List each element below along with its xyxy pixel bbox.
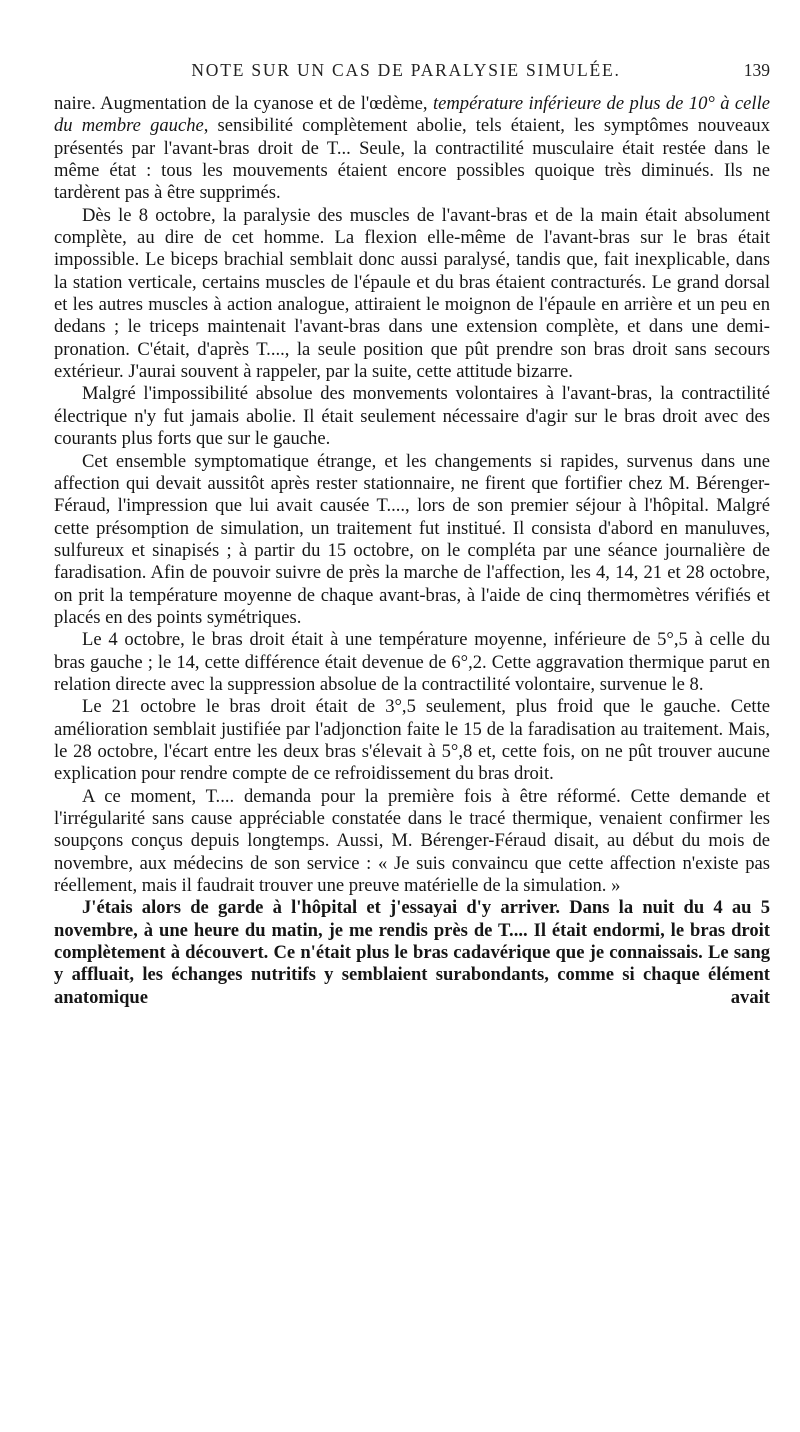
paragraph: Le 4 octobre, le bras droit était à une température moyenne, inférieure de 5°,5 à celle du bras gauche ; le 14, cette différence était devenue de 6°,2. Cette aggravation thermique parut en relation directe avec la suppression absolue de la contractilité volontaire, survenue le 8.	[54, 629, 770, 695]
paragraph: Le 21 octobre le bras droit était de 3°,5 seulement, plus froid que le gauche. Cette amélioration semblait justifiée par l'adjonction faite le 15 de la faradisation au traitement. Mais, le 28 octobre, l'écart entre les deux bras s'élevait à 5°,8 et, cette fois, on ne pût trouver aucune explication pour rendre compte de ce refroidissement du bras droit.	[54, 696, 770, 785]
italic-emphasis: température inférieure de plus de 10° à celle du membre gauche	[54, 93, 771, 137]
paragraph-text: , sensibilité complètement abolie, tels étaient, les symptômes nouveaux présentés par l'avant-bras droit de T... Seule, la contractilité musculaire était restée dans le même état : tous les mouvements étaient encore possibles quoique très diminués. Ils ne tardèrent pas à être supprimés.	[54, 115, 770, 204]
page-header	[54, 58, 770, 92]
body-text	[54, 93, 770, 1009]
paragraph: A ce moment, T.... demanda pour la première fois à être réformé. Cette demande et l'irrégularité sans cause appréciable constatée dans le tracé thermique, venaient confirmer les soupçons conçus depuis longtemps. Aussi, M. Bérenger-Féraud disait, au début du mois de novembre, aux médecins de son service : « Je suis convaincu que cette affection n'existe pas réellement, mais il faudrait trouver une preuve matérielle de la simulation. »	[54, 785, 770, 897]
paragraph-last: J'étais alors de garde à l'hôpital et j'essayai d'y arriver. Dans la nuit du 4 au 5 novembre, à une heure du matin, je me rendis près de T.... Il était endormi, le bras droit complètement à découvert. Ce n'était plus le bras cadavérique que je connaissais. Le sang y affluait, les échanges nutritifs y semblaient surabondants, comme si chaque élément anatomique avait	[54, 897, 770, 1008]
paragraph-continuation	[54, 93, 770, 205]
paragraph: Malgré l'impossibilité absolue des monvements volontaires à l'avant-bras, la contractilité électrique n'y fut jamais abolie. Il était seulement nécessaire d'agir sur le bras droit avec des courants plus forts que sur le gauche.	[54, 383, 770, 450]
paragraph-text: naire. Augmentation de la cyanose et de l'œdème,	[54, 93, 433, 114]
running-title: NOTE SUR UN CAS DE PARALYSIE SIMULÉE.	[191, 60, 621, 80]
paragraph: Dès le 8 octobre, la paralysie des muscles de l'avant-bras et de la main était absolument complète, au dire de cet homme. La flexion elle-même de l'avant-bras sur le bras était impossible. Le biceps brachial semblait donc aussi paralysé, tandis que, fait inexplicable, dans la station verticale, certains muscles de l'épaule et du bras étaient contracturés. Le grand dorsal et les autres muscles à action analogue, attiraient le moignon de l'épaule en arrière et un peu en dedans ; le triceps maintenait l'avant-bras dans une extension complète, et dans une demi-pronation. C'était, d'après T...., la seule position que pût prendre son bras droit sans secours extérieur. J'aurai souvent à rappeler, par la suite, cette attitude bizarre.	[54, 204, 770, 383]
paragraph: Cet ensemble symptomatique étrange, et les changements si rapides, survenus dans une affection qui devait aussitôt après rester stationnaire, ne firent que fortifier chez M. Bérenger-Féraud, l'impression que lui avait causée T...., lors de son premier séjour à l'hôpital. Malgré cette présomption de simulation, un traitement fut institué. Il consista d'abord en manuluves, sulfureux et sinapisés ; à partir du 15 octobre, on le compléta par une séance journalière de faradisation. Afin de pouvoir suivre de près la marche de l'affection, les 4, 14, 21 et 28 octobre, on prit la température moyenne de chaque avant-bras, à l'aide de cinq thermomètres vérifiés et placés en des points symétriques.	[54, 450, 770, 628]
page-number: 139	[743, 60, 770, 80]
